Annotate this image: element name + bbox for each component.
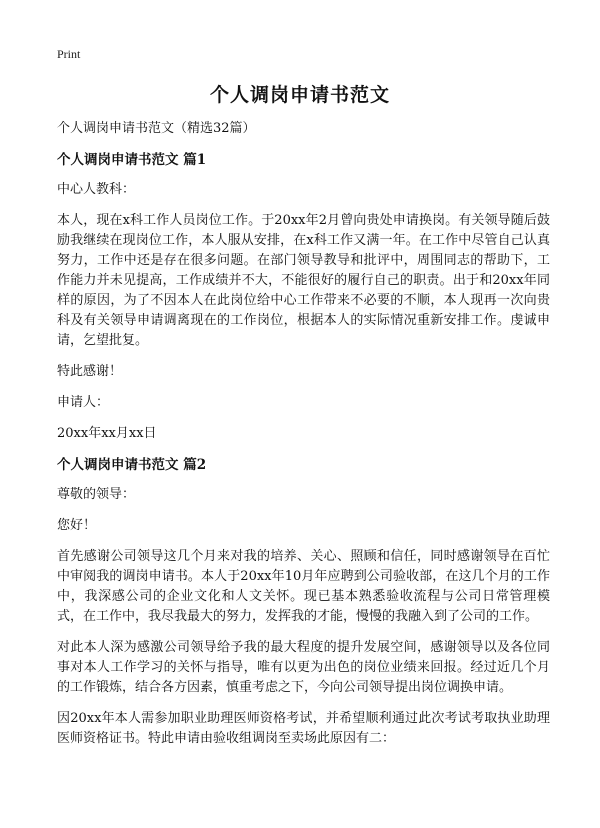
intro-line: 个人调岗申请书范文（精选32篇） <box>57 121 256 136</box>
document-body <box>57 119 550 760</box>
section2-greeting: 您好！ <box>57 518 97 533</box>
section1-applicant: 申请人： <box>57 395 110 410</box>
section2-paragraph-1: 首先感谢公司领导这几个月来对我的培养、关心、照顾和信任，同时感谢领导在百忙中审阅我的调岗申请书。本人于20xx年10月年应聘到公司验收部，在这几个月的工作中，我深感公司的企业文化和人文关怀。现已基本熟悉验收流程与公司日常管理模式，在工作中，我尽我最大的努力，发挥我的才能，慢慢的我融入到了公司的工作。 <box>57 549 550 624</box>
section2-salutation: 尊敬的领导： <box>57 487 136 502</box>
section2-paragraph-2: 对此本人深为感激公司领导给予我的最大程度的提升发展空间，感谢领导以及各位同事对本人工作学习的关怀与指导，唯有以更为出色的岗位业绩来回报。经过近几个月的工作锻炼，结合各方因素，慎重考虑之下，今向公司领导提出岗位调换申请。 <box>57 640 550 695</box>
document-title: 个人调岗申请书范文 <box>209 84 390 106</box>
section1-paragraph: 本人，现在x科工作人员岗位工作。于20xx年2月曾向贵处申请换岗。有关领导随后鼓励我继续在现岗位工作，本人服从安排，在x科工作又满一年。在工作中尽管自己认真努力，工作中还是存在很多问题。在部门领导教导和批评中，周围同志的帮助下，工作能力并未见提高，工作成绩并不大，不能很好的履行自己的职责。出于和20xx年同样的原因，为了不因本人在此岗位给中心工作带来不必要的不顺，本人现再一次向贵科及有关领导申请调离现在的工作岗位，根据本人的实际情况重新安排工作。虔诚申请，乞望批复。 <box>57 213 550 348</box>
section2-paragraph-3: 因20xx年本人需参加职业助理医师资格考试，并希望顺利通过此次考试考取执业助理医师资格证书。特此申请由验收组调岗至卖场此原因有二： <box>57 711 550 746</box>
section-heading-1: 个人调岗申请书范文 篇1 <box>57 152 207 168</box>
print-label[interactable]: Print <box>57 47 81 61</box>
section1-salutation: 中心人教科： <box>57 182 136 197</box>
section-heading-2: 个人调岗申请书范文 篇2 <box>57 457 207 473</box>
section1-date: 20xx年xx月xx日 <box>57 426 157 441</box>
section1-thanks: 特此感谢！ <box>57 364 123 379</box>
